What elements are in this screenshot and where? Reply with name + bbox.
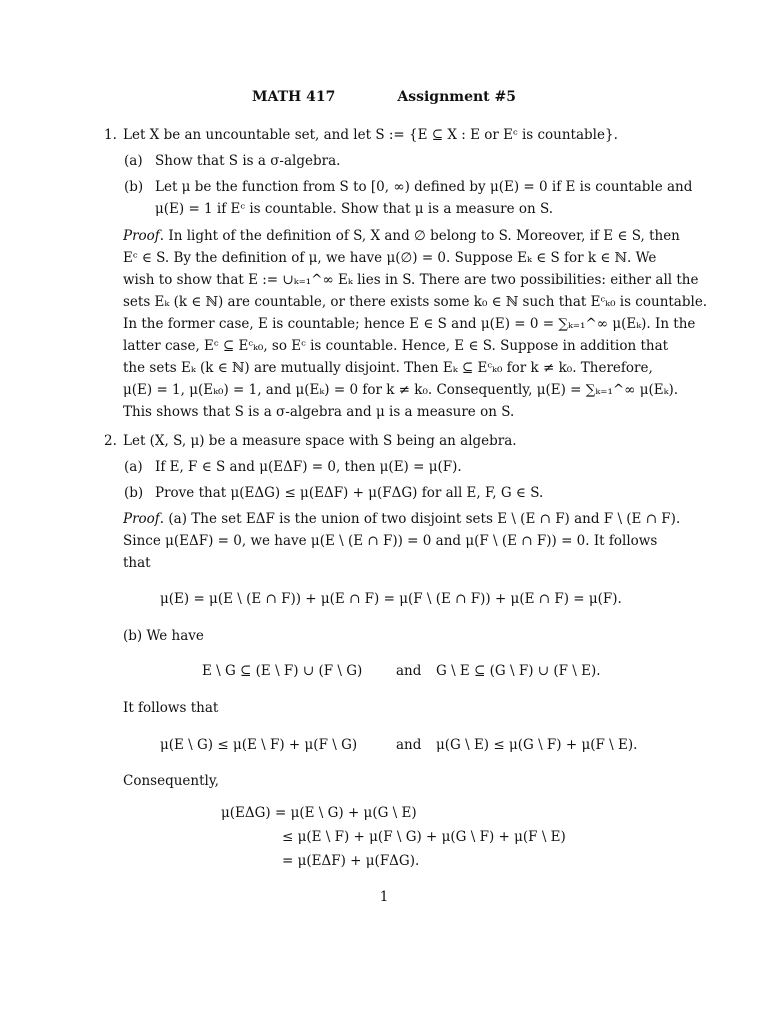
- equation-4-line-3: = μ(EΔF) + μ(FΔG).: [282, 853, 420, 869]
- problem-2b-text: Prove that μ(EΔG) ≤ μ(EΔF) + μ(FΔG) for all E, F, G ∈ S.: [155, 485, 544, 501]
- problem-2b-label: (b): [124, 485, 144, 501]
- problem-2-statement: Let (X, S, μ) be a measure space with S being an algebra.: [123, 433, 517, 449]
- proof-1-line-3: wish to show that E := ∪ₖ₌₁^∞ Eₖ lies in S. There are two possibilities: either all the: [123, 272, 699, 288]
- equation-3-right: μ(G \ E) ≤ μ(G \ F) + μ(F \ E).: [436, 737, 638, 753]
- problem-1a-text: Show that S is a σ-algebra.: [155, 153, 341, 169]
- equation-4-line-2: ≤ μ(E \ F) + μ(F \ G) + μ(G \ F) + μ(F \ E): [282, 829, 566, 845]
- equation-1: μ(E) = μ(E \ (E ∩ F)) + μ(E ∩ F) = μ(F \ (E ∩ F)) + μ(E ∩ F) = μ(F).: [160, 591, 622, 607]
- problem-1b-text-line-1: Let μ be the function from S to [0, ∞) defined by μ(E) = 0 if E is countable and: [155, 179, 693, 195]
- proof-1-line-1: Proof. In light of the definition of S, X and ∅ belong to S. Moreover, if E ∈ S, then: [123, 228, 680, 244]
- proof-2-line-2: Since μ(EΔF) = 0, we have μ(E \ (E ∩ F)) = 0 and μ(F \ (E ∩ F)) = 0. It follows: [123, 533, 658, 549]
- proof-1-label: Proof: [123, 228, 160, 244]
- proof-1-line-6: latter case, Eᶜ ⊆ Eᶜₖ₀, so Eᶜ is countable. Hence, E ∈ S. Suppose in addition that: [123, 338, 669, 354]
- problem-1b-label: (b): [124, 179, 144, 195]
- equation-4-line-1: μ(EΔG) = μ(E \ G) + μ(G \ E): [221, 805, 417, 821]
- assignment-number: Assignment #5: [397, 89, 516, 105]
- page-title: [0, 86, 768, 108]
- problem-1-statement: Let X be an uncountable set, and let S := {E ⊆ X : E or Eᶜ is countable}.: [123, 127, 618, 143]
- equation-3-left: μ(E \ G) ≤ μ(E \ F) + μ(F \ G): [160, 737, 358, 753]
- proof-1-line-5: In the former case, E is countable; hence E ∈ S and μ(E) = 0 = ∑ₖ₌₁^∞ μ(Eₖ). In the: [123, 316, 696, 332]
- proof-2-line-3: that: [123, 555, 151, 571]
- equation-3-and: and: [396, 737, 422, 753]
- problem-1b-text-line-2: μ(E) = 1 if Eᶜ is countable. Show that μ is a measure on S.: [155, 201, 554, 217]
- proof-2-line-1: Proof. (a) The set EΔF is the union of two disjoint sets E \ (E ∩ F) and F \ (E ∩ F).: [123, 511, 681, 527]
- equation-2-and: and: [396, 663, 422, 679]
- proof-1-line-2: Eᶜ ∈ S. By the definition of μ, we have μ(∅) = 0. Suppose Eₖ ∈ S for k ∈ ℕ. We: [123, 250, 657, 266]
- part-b-intro: (b) We have: [123, 628, 204, 644]
- problem-2-number: 2.: [104, 433, 117, 449]
- proof-1-line-7: the sets Eₖ (k ∈ ℕ) are mutually disjoint. Then Eₖ ⊆ Eᶜₖ₀ for k ≠ k₀. Therefore,: [123, 360, 653, 376]
- proof-1-line-9: This shows that S is a σ-algebra and μ is a measure on S.: [123, 404, 515, 420]
- equation-2-left: E \ G ⊆ (E \ F) ∪ (F \ G): [202, 663, 363, 679]
- it-follows-text: It follows that: [123, 700, 219, 716]
- problem-2a-text: If E, F ∈ S and μ(EΔF) = 0, then μ(E) = μ(F).: [155, 459, 462, 475]
- page-number: 1: [379, 889, 389, 905]
- problem-1a-label: (a): [124, 153, 143, 169]
- course-name: MATH 417: [252, 89, 336, 105]
- proof-2-label: Proof: [123, 511, 160, 527]
- problem-1-number: 1.: [104, 127, 117, 143]
- proof-1-line-4: sets Eₖ (k ∈ ℕ) are countable, or there exists some k₀ ∈ ℕ such that Eᶜₖ₀ is countable.: [123, 294, 708, 310]
- proof-1-line-8: μ(E) = 1, μ(Eₖ₀) = 1, and μ(Eₖ) = 0 for k ≠ k₀. Consequently, μ(E) = ∑ₖ₌₁^∞ μ(Eₖ).: [123, 382, 679, 398]
- consequently-text: Consequently,: [123, 773, 219, 789]
- problem-2a-label: (a): [124, 459, 143, 475]
- equation-2-right: G \ E ⊆ (G \ F) ∪ (F \ E).: [436, 663, 601, 679]
